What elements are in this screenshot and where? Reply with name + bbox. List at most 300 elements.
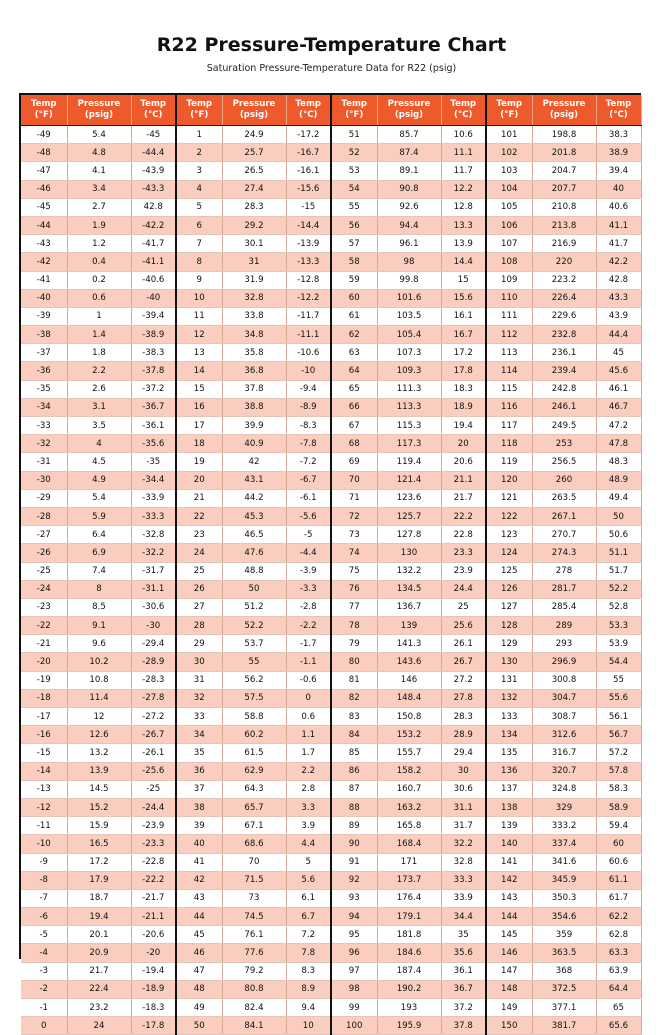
temp-c-cell: 53.3 xyxy=(596,617,641,635)
temp-c-cell: -36.7 xyxy=(131,398,176,416)
table-row xyxy=(21,708,641,726)
temp-c-cell: -33.9 xyxy=(131,489,176,507)
pressure-cell: 0.4 xyxy=(67,253,131,271)
pressure-cell: 31.9 xyxy=(222,271,286,289)
pressure-cell: 111.3 xyxy=(377,380,441,398)
pressure-cell: 3.4 xyxy=(67,180,131,198)
header-unit: (psig) xyxy=(549,110,579,120)
pressure-cell: 207.7 xyxy=(532,180,596,198)
temp-f-cell: -29 xyxy=(21,489,67,507)
temp-c-header xyxy=(596,95,641,126)
pressure-cell: 31 xyxy=(222,253,286,271)
temp-f-cell: -35 xyxy=(21,380,67,398)
pressure-cell: 242.8 xyxy=(532,380,596,398)
header-unit: (°F) xyxy=(190,110,209,120)
temp-c-cell: 51.7 xyxy=(596,562,641,580)
temp-f-cell: 65 xyxy=(331,380,377,398)
header-unit: (°C) xyxy=(299,110,318,120)
temp-c-cell: 64.4 xyxy=(596,980,641,998)
temp-f-cell: 135 xyxy=(486,744,532,762)
temp-f-cell: 129 xyxy=(486,635,532,653)
temp-f-cell: 145 xyxy=(486,926,532,944)
table-body xyxy=(21,126,641,1035)
temp-c-cell: 41.1 xyxy=(596,216,641,234)
pressure-cell: 260 xyxy=(532,471,596,489)
temp-c-cell: 54.4 xyxy=(596,653,641,671)
temp-f-cell: -44 xyxy=(21,216,67,234)
temp-f-cell: 81 xyxy=(331,671,377,689)
pressure-cell: 14.5 xyxy=(67,780,131,798)
pressure-cell: 179.1 xyxy=(377,908,441,926)
temp-f-cell: 107 xyxy=(486,235,532,253)
temp-c-cell: 10 xyxy=(286,1017,331,1035)
temp-f-header xyxy=(331,95,377,126)
pressure-cell: 23.2 xyxy=(67,999,131,1017)
temp-c-cell: -33.3 xyxy=(131,507,176,525)
pressure-cell: 341.6 xyxy=(532,853,596,871)
pressure-cell: 47.6 xyxy=(222,544,286,562)
temp-c-cell: 6.7 xyxy=(286,908,331,926)
pressure-cell: 337.4 xyxy=(532,835,596,853)
pressure-cell: 377.1 xyxy=(532,999,596,1017)
table-row xyxy=(21,453,641,471)
pressure-cell: 17.2 xyxy=(67,853,131,871)
pressure-cell: 345.9 xyxy=(532,871,596,889)
pressure-cell: 71.5 xyxy=(222,871,286,889)
table-row xyxy=(21,798,641,816)
pressure-cell: 190.2 xyxy=(377,980,441,998)
temp-c-cell: 8.3 xyxy=(286,962,331,980)
temp-c-cell: 65 xyxy=(596,999,641,1017)
pressure-cell: 48.8 xyxy=(222,562,286,580)
temp-c-cell: -6.7 xyxy=(286,471,331,489)
temp-c-cell: 56.7 xyxy=(596,726,641,744)
pressure-cell: 15.9 xyxy=(67,817,131,835)
temp-c-cell: 42.2 xyxy=(596,253,641,271)
table-row xyxy=(21,980,641,998)
pressure-cell: 90.8 xyxy=(377,180,441,198)
temp-f-cell: 59 xyxy=(331,271,377,289)
temp-f-cell: 116 xyxy=(486,398,532,416)
temp-f-cell: -6 xyxy=(21,908,67,926)
pressure-cell: 98 xyxy=(377,253,441,271)
pressure-cell: 148.4 xyxy=(377,689,441,707)
temp-c-cell: 58.3 xyxy=(596,780,641,798)
temp-c-cell: 38.3 xyxy=(596,126,641,144)
temp-f-cell: -10 xyxy=(21,835,67,853)
table-row xyxy=(21,562,641,580)
temp-c-cell: 0 xyxy=(286,689,331,707)
temp-c-cell: 44.4 xyxy=(596,326,641,344)
temp-c-cell: 39.4 xyxy=(596,162,641,180)
temp-c-cell: 12.2 xyxy=(441,180,486,198)
pressure-cell: 103.5 xyxy=(377,307,441,325)
temp-c-cell: -43.3 xyxy=(131,180,176,198)
pressure-cell: 123.6 xyxy=(377,489,441,507)
temp-f-cell: 87 xyxy=(331,780,377,798)
temp-f-cell: 148 xyxy=(486,980,532,998)
pressure-cell: 89.1 xyxy=(377,162,441,180)
table-row xyxy=(21,762,641,780)
temp-f-cell: 140 xyxy=(486,835,532,853)
temp-f-cell: 2 xyxy=(176,144,222,162)
table-row xyxy=(21,889,641,907)
pressure-cell: 253 xyxy=(532,435,596,453)
temp-f-cell: -13 xyxy=(21,780,67,798)
temp-f-cell: 96 xyxy=(331,944,377,962)
pressure-cell: 4.9 xyxy=(67,471,131,489)
pressure-cell: 3.5 xyxy=(67,417,131,435)
pressure-cell: 4 xyxy=(67,435,131,453)
pressure-cell: 193 xyxy=(377,999,441,1017)
temp-c-cell: -30 xyxy=(131,617,176,635)
pressure-cell: 10.8 xyxy=(67,671,131,689)
header-unit: (psig) xyxy=(239,110,269,120)
pressure-cell: 12 xyxy=(67,708,131,726)
pressure-cell: 53.7 xyxy=(222,635,286,653)
pressure-cell: 354.6 xyxy=(532,908,596,926)
pressure-cell: 16.5 xyxy=(67,835,131,853)
temp-c-cell: 25 xyxy=(441,598,486,616)
temp-f-cell: -20 xyxy=(21,653,67,671)
temp-f-cell: 120 xyxy=(486,471,532,489)
temp-c-cell: 2.8 xyxy=(286,780,331,798)
pressure-cell: 136.7 xyxy=(377,598,441,616)
pressure-cell: 130 xyxy=(377,544,441,562)
pressure-cell: 2.2 xyxy=(67,362,131,380)
temp-f-cell: -37 xyxy=(21,344,67,362)
temp-c-cell: -18.9 xyxy=(131,980,176,998)
header-label: Pressure xyxy=(232,99,276,109)
temp-c-cell: -5 xyxy=(286,526,331,544)
temp-f-cell: 51 xyxy=(331,126,377,144)
pressure-psig-header xyxy=(67,95,131,126)
temp-f-cell: 40 xyxy=(176,835,222,853)
pressure-cell: 4.1 xyxy=(67,162,131,180)
pressure-cell: 85.7 xyxy=(377,126,441,144)
temp-f-cell: 41 xyxy=(176,853,222,871)
temp-f-cell: 128 xyxy=(486,617,532,635)
pressure-cell: 35.8 xyxy=(222,344,286,362)
temp-f-cell: 86 xyxy=(331,762,377,780)
temp-f-cell: 67 xyxy=(331,417,377,435)
table-row xyxy=(21,489,641,507)
header-label: Temp xyxy=(496,99,523,109)
pressure-cell: 73 xyxy=(222,889,286,907)
pressure-cell: 278 xyxy=(532,562,596,580)
temp-c-cell: -13.3 xyxy=(286,253,331,271)
temp-c-cell: -12.2 xyxy=(286,289,331,307)
temp-c-cell: -44.4 xyxy=(131,144,176,162)
table-row xyxy=(21,344,641,362)
temp-f-cell: 91 xyxy=(331,853,377,871)
temp-f-cell: 76 xyxy=(331,580,377,598)
temp-f-cell: -42 xyxy=(21,253,67,271)
temp-f-cell: 75 xyxy=(331,562,377,580)
table-row xyxy=(21,689,641,707)
header-unit: (psig) xyxy=(394,110,424,120)
temp-f-cell: -26 xyxy=(21,544,67,562)
pressure-cell: 9.1 xyxy=(67,617,131,635)
temp-c-cell: -31.7 xyxy=(131,562,176,580)
temp-c-cell: 1.1 xyxy=(286,726,331,744)
temp-f-cell: 143 xyxy=(486,889,532,907)
temp-f-cell: 84 xyxy=(331,726,377,744)
temp-c-cell: 3.3 xyxy=(286,798,331,816)
temp-f-cell: -11 xyxy=(21,817,67,835)
table-row xyxy=(21,162,641,180)
temp-c-cell: -9.4 xyxy=(286,380,331,398)
temp-c-cell: 28.3 xyxy=(441,708,486,726)
pressure-cell: 76.1 xyxy=(222,926,286,944)
pressure-cell: 115.3 xyxy=(377,417,441,435)
temp-f-cell: 57 xyxy=(331,235,377,253)
temp-c-cell: 17.8 xyxy=(441,362,486,380)
pressure-cell: 94.4 xyxy=(377,216,441,234)
temp-f-cell: -40 xyxy=(21,289,67,307)
temp-c-cell: 62.2 xyxy=(596,908,641,926)
temp-f-cell: -1 xyxy=(21,999,67,1017)
temp-c-cell: 61.7 xyxy=(596,889,641,907)
temp-f-cell: -8 xyxy=(21,871,67,889)
pressure-cell: 0.6 xyxy=(67,289,131,307)
temp-c-cell: 27.2 xyxy=(441,671,486,689)
table-row xyxy=(21,853,641,871)
pressure-cell: 87.4 xyxy=(377,144,441,162)
temp-f-cell: 60 xyxy=(331,289,377,307)
pressure-cell: 181.8 xyxy=(377,926,441,944)
pressure-cell: 33.8 xyxy=(222,307,286,325)
temp-f-cell: 16 xyxy=(176,398,222,416)
temp-f-cell: 102 xyxy=(486,144,532,162)
pressure-cell: 304.7 xyxy=(532,689,596,707)
temp-c-cell: -4.4 xyxy=(286,544,331,562)
temp-f-cell: 23 xyxy=(176,526,222,544)
temp-f-cell: 104 xyxy=(486,180,532,198)
header-label: Pressure xyxy=(387,99,431,109)
header-unit: (°C) xyxy=(454,110,473,120)
temp-f-cell: 36 xyxy=(176,762,222,780)
temp-c-cell: -2.2 xyxy=(286,617,331,635)
temp-f-cell: 119 xyxy=(486,453,532,471)
temp-f-cell: 43 xyxy=(176,889,222,907)
temp-c-cell: 37.2 xyxy=(441,999,486,1017)
pressure-cell: 270.7 xyxy=(532,526,596,544)
temp-c-cell: 57.8 xyxy=(596,762,641,780)
temp-c-cell: -38.9 xyxy=(131,326,176,344)
temp-f-cell: -41 xyxy=(21,271,67,289)
pressure-cell: 58.8 xyxy=(222,708,286,726)
temp-f-cell: 115 xyxy=(486,380,532,398)
temp-c-cell: -7.8 xyxy=(286,435,331,453)
temp-f-cell: 146 xyxy=(486,944,532,962)
temp-f-cell: 103 xyxy=(486,162,532,180)
table-row xyxy=(21,253,641,271)
pressure-cell: 37.8 xyxy=(222,380,286,398)
table-row xyxy=(21,835,641,853)
table-row xyxy=(21,617,641,635)
temp-c-cell: 40.6 xyxy=(596,198,641,216)
temp-c-cell: 42.8 xyxy=(596,271,641,289)
temp-f-cell: 118 xyxy=(486,435,532,453)
pressure-cell: 232.8 xyxy=(532,326,596,344)
pressure-cell: 24.9 xyxy=(222,126,286,144)
pressure-cell: 6.9 xyxy=(67,544,131,562)
header-label: Pressure xyxy=(542,99,586,109)
header-label: Pressure xyxy=(77,99,121,109)
temp-c-cell: 32.8 xyxy=(441,853,486,871)
temp-f-cell: 50 xyxy=(176,1017,222,1035)
temp-f-cell: 0 xyxy=(21,1017,67,1035)
pressure-cell: 300.8 xyxy=(532,671,596,689)
pressure-cell: 267.1 xyxy=(532,507,596,525)
temp-f-cell: -39 xyxy=(21,307,67,325)
temp-f-cell: 93 xyxy=(331,889,377,907)
temp-c-cell: -21.7 xyxy=(131,889,176,907)
temp-c-cell: -8.9 xyxy=(286,398,331,416)
pressure-cell: 19.4 xyxy=(67,908,131,926)
table-row xyxy=(21,289,641,307)
table-row xyxy=(21,235,641,253)
temp-c-cell: 57.2 xyxy=(596,744,641,762)
table-row xyxy=(21,126,641,144)
temp-f-cell: -16 xyxy=(21,726,67,744)
temp-c-cell: 15.6 xyxy=(441,289,486,307)
temp-f-cell: 150 xyxy=(486,1017,532,1035)
temp-c-cell: 42.8 xyxy=(131,198,176,216)
temp-f-cell: 124 xyxy=(486,544,532,562)
temp-c-cell: 20.6 xyxy=(441,453,486,471)
page-title: R22 Pressure-Temperature Chart xyxy=(156,34,507,56)
temp-c-cell: 20 xyxy=(441,435,486,453)
temp-f-cell: 139 xyxy=(486,817,532,835)
temp-c-cell: 30.6 xyxy=(441,780,486,798)
temp-c-cell: 65.6 xyxy=(596,1017,641,1035)
pressure-psig-header xyxy=(377,95,441,126)
pressure-cell: 45.3 xyxy=(222,507,286,525)
table-row xyxy=(21,653,641,671)
temp-f-cell: 141 xyxy=(486,853,532,871)
temp-f-cell: 33 xyxy=(176,708,222,726)
temp-c-cell: -5.6 xyxy=(286,507,331,525)
temp-f-cell: 71 xyxy=(331,489,377,507)
temp-c-cell: 13.3 xyxy=(441,216,486,234)
table-row xyxy=(21,580,641,598)
pressure-cell: 60.2 xyxy=(222,726,286,744)
pressure-cell: 26.5 xyxy=(222,162,286,180)
temp-f-cell: 24 xyxy=(176,544,222,562)
temp-c-cell: -35 xyxy=(131,453,176,471)
temp-c-cell: -15 xyxy=(286,198,331,216)
temp-c-cell: 55 xyxy=(596,671,641,689)
pressure-cell: 70 xyxy=(222,853,286,871)
temp-c-cell: -21.1 xyxy=(131,908,176,926)
temp-c-cell: -1.1 xyxy=(286,653,331,671)
temp-f-cell: 49 xyxy=(176,999,222,1017)
header-unit: (°C) xyxy=(144,110,163,120)
pressure-cell: 77.6 xyxy=(222,944,286,962)
pressure-cell: 359 xyxy=(532,926,596,944)
pressure-cell: 125.7 xyxy=(377,507,441,525)
temp-f-cell: -38 xyxy=(21,326,67,344)
temp-f-cell: 34 xyxy=(176,726,222,744)
temp-c-cell: 48.9 xyxy=(596,471,641,489)
pressure-cell: 13.2 xyxy=(67,744,131,762)
pressure-cell: 150.8 xyxy=(377,708,441,726)
table-row xyxy=(21,507,641,525)
table-row xyxy=(21,671,641,689)
temp-c-cell: 16.1 xyxy=(441,307,486,325)
temp-f-cell: 4 xyxy=(176,180,222,198)
temp-c-cell: 19.4 xyxy=(441,417,486,435)
temp-f-cell: 31 xyxy=(176,671,222,689)
temp-c-cell: -41.7 xyxy=(131,235,176,253)
temp-c-cell: 3.9 xyxy=(286,817,331,835)
temp-c-cell: 63.3 xyxy=(596,944,641,962)
temp-c-cell: 51.1 xyxy=(596,544,641,562)
temp-f-cell: 69 xyxy=(331,453,377,471)
temp-c-cell: 23.9 xyxy=(441,562,486,580)
temp-c-cell: 24.4 xyxy=(441,580,486,598)
temp-f-cell: 92 xyxy=(331,871,377,889)
temp-f-cell: -9 xyxy=(21,853,67,871)
pressure-cell: 46.5 xyxy=(222,526,286,544)
pressure-cell: 213.8 xyxy=(532,216,596,234)
temp-f-cell: 8 xyxy=(176,253,222,271)
temp-f-cell: 138 xyxy=(486,798,532,816)
pressure-cell: 21.7 xyxy=(67,962,131,980)
temp-c-cell: -15.6 xyxy=(286,180,331,198)
temp-c-cell: -35.6 xyxy=(131,435,176,453)
temp-c-cell: -25 xyxy=(131,780,176,798)
pressure-cell: 55 xyxy=(222,653,286,671)
table-row xyxy=(21,726,641,744)
pressure-cell: 1 xyxy=(67,307,131,325)
temp-f-cell: 52 xyxy=(331,144,377,162)
temp-f-cell: -30 xyxy=(21,471,67,489)
temp-f-cell: 77 xyxy=(331,598,377,616)
pressure-cell: 18.7 xyxy=(67,889,131,907)
temp-f-cell: 88 xyxy=(331,798,377,816)
table-row xyxy=(21,307,641,325)
temp-f-cell: 142 xyxy=(486,871,532,889)
pressure-cell: 153.2 xyxy=(377,726,441,744)
temp-f-cell: -48 xyxy=(21,144,67,162)
temp-f-cell: 123 xyxy=(486,526,532,544)
temp-f-cell: 114 xyxy=(486,362,532,380)
pressure-cell: 12.6 xyxy=(67,726,131,744)
temp-f-cell: -28 xyxy=(21,507,67,525)
temp-c-cell: 47.8 xyxy=(596,435,641,453)
pressure-cell: 134.5 xyxy=(377,580,441,598)
pressure-cell: 372.5 xyxy=(532,980,596,998)
temp-c-cell: -10.6 xyxy=(286,344,331,362)
pressure-cell: 195.9 xyxy=(377,1017,441,1035)
pressure-cell: 68.6 xyxy=(222,835,286,853)
temp-f-cell: 32 xyxy=(176,689,222,707)
pressure-cell: 281.7 xyxy=(532,580,596,598)
temp-f-cell: 62 xyxy=(331,326,377,344)
temp-c-cell: 37.8 xyxy=(441,1017,486,1035)
temp-f-cell: -18 xyxy=(21,689,67,707)
temp-c-cell: 33.9 xyxy=(441,889,486,907)
pressure-cell: 132.2 xyxy=(377,562,441,580)
temp-c-cell: -24.4 xyxy=(131,798,176,816)
temp-c-cell: -2.8 xyxy=(286,598,331,616)
pressure-cell: 13.9 xyxy=(67,762,131,780)
temp-c-cell: -1.7 xyxy=(286,635,331,653)
temp-c-cell: -37.2 xyxy=(131,380,176,398)
